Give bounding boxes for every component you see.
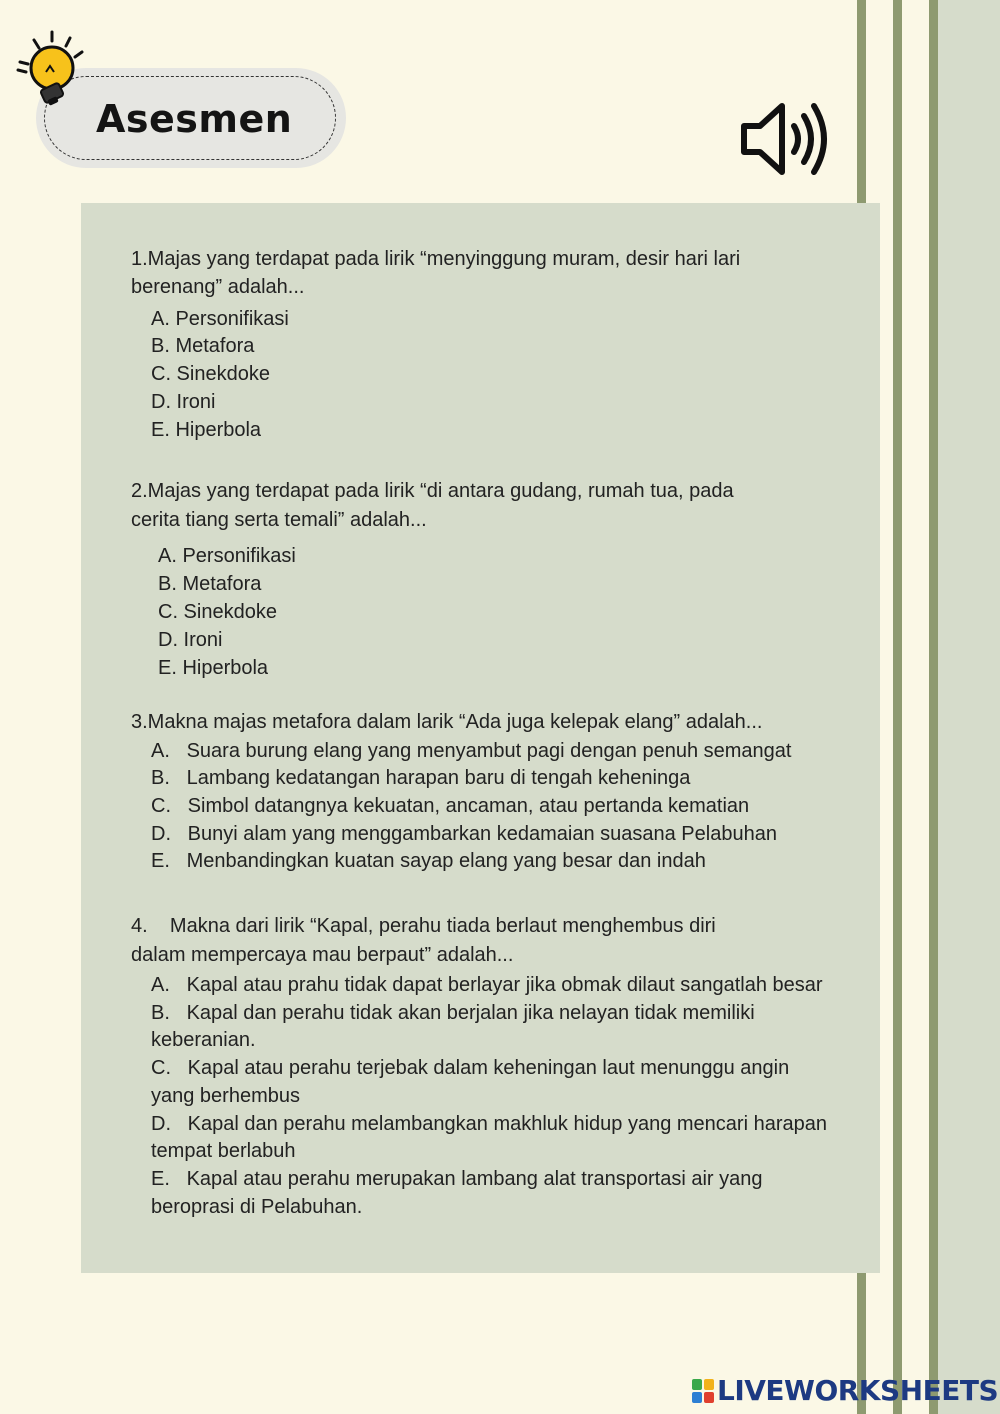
- question-2-option-b[interactable]: B. Metafora: [158, 573, 262, 595]
- question-1-option-c[interactable]: C. Sinekdoke: [151, 363, 270, 385]
- logo-text: LIVEWORKSHEETS: [717, 1374, 999, 1407]
- question-4-line-1: 4. Makna dari lirik “Kapal, perahu tiada berlaut menghembus diri: [131, 915, 716, 937]
- decor-stripe-3: [929, 0, 938, 1414]
- question-2-option-c[interactable]: C. Sinekdoke: [158, 601, 277, 623]
- question-1-line-1: 1.Majas yang terdapat pada lirik “menyinggung muram, desir hari lari: [131, 248, 741, 270]
- question-4-option-b-cont[interactable]: keberanian.: [151, 1029, 256, 1051]
- decor-stripe-2: [893, 0, 902, 1414]
- question-3-option-d[interactable]: D. Bunyi alam yang menggambarkan kedamaian suasana Pelabuhan: [151, 823, 777, 845]
- lightbulb-icon: [12, 28, 92, 114]
- question-1-option-a[interactable]: A. Personifikasi: [151, 308, 289, 330]
- question-3-line-1: 3.Makna majas metafora dalam larik “Ada juga kelepak elang” adalah...: [131, 711, 763, 733]
- question-4-option-b[interactable]: B. Kapal dan perahu tidak akan berjalan jika nelayan tidak memiliki: [151, 1002, 755, 1024]
- question-1-option-b[interactable]: B. Metafora: [151, 335, 255, 357]
- question-2-option-a[interactable]: A. Personifikasi: [158, 545, 296, 567]
- question-4-option-c-cont[interactable]: yang berhembus: [151, 1085, 300, 1107]
- question-3-option-b[interactable]: B. Lambang kedatangan harapan baru di tengah keheninga: [151, 767, 691, 789]
- question-2-option-d[interactable]: D. Ironi: [158, 629, 223, 651]
- question-4-option-d-cont[interactable]: tempat berlabuh: [151, 1140, 296, 1162]
- question-3-option-e[interactable]: E. Menbandingkan kuatan sayap elang yang besar dan indah: [151, 850, 706, 872]
- question-2-line-1: 2.Majas yang terdapat pada lirik “di antara gudang, rumah tua, pada: [131, 480, 734, 502]
- question-4-option-d[interactable]: D. Kapal dan perahu melambangkan makhluk hidup yang mencari harapan: [151, 1113, 827, 1135]
- decor-right-panel: [938, 0, 1000, 1414]
- question-4-option-a[interactable]: A. Kapal atau prahu tidak dapat berlayar jika obmak dilaut sangatlah besar: [151, 974, 823, 996]
- question-4-line-2: dalam mempercaya mau berpaut” adalah...: [131, 944, 514, 966]
- question-1-option-d[interactable]: D. Ironi: [151, 391, 216, 413]
- question-3-option-c[interactable]: C. Simbol datangnya kekuatan, ancaman, atau pertanda kematian: [151, 795, 750, 817]
- question-4-option-e-cont[interactable]: beroprasi di Pelabuhan.: [151, 1196, 363, 1218]
- question-1-option-e[interactable]: E. Hiperbola: [151, 419, 262, 441]
- question-1-line-2: berenang” adalah...: [131, 276, 305, 298]
- question-3-option-a[interactable]: A. Suara burung elang yang menyambut pagi dengan penuh semangat: [151, 740, 792, 762]
- question-2-option-e[interactable]: E. Hiperbola: [158, 657, 269, 679]
- question-4-option-c[interactable]: C. Kapal atau perahu terjebak dalam keheningan laut menunggu angin: [151, 1057, 790, 1079]
- question-4-option-e[interactable]: E. Kapal atau perahu merupakan lambang alat transportasi air yang: [151, 1168, 763, 1190]
- question-2-line-2: cerita tiang serta temali” adalah...: [131, 509, 427, 531]
- speaker-icon[interactable]: [738, 98, 834, 180]
- page-title: Asesmen: [96, 97, 293, 141]
- logo-mark-icon: [692, 1379, 714, 1403]
